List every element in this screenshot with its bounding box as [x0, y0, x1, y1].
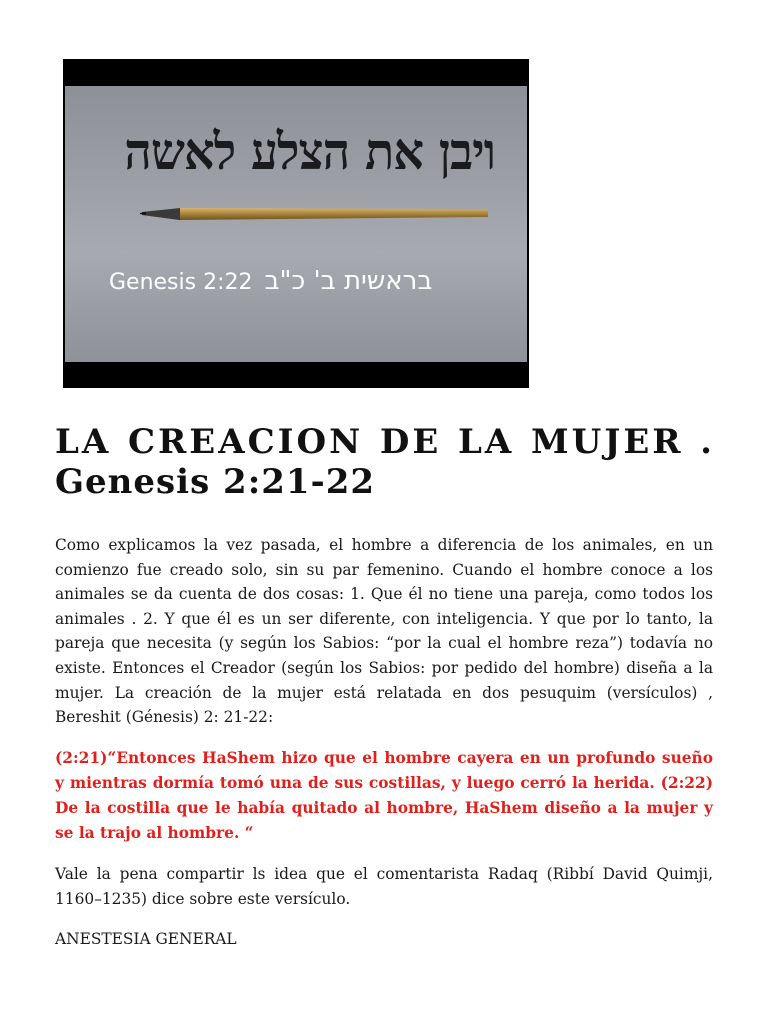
title-line-2: Genesis 2:21-22 [55, 462, 376, 502]
verse-quote: (2:21)“Entonces HaShem hizo que el hombre cayera en un profundo sueño y mientras dormía tomó una de sus costillas, y luego cerró la herida. (2:22) De la costilla que le había quitado al hombre, HaShem diseño a la mujer y se la trajo al hombre. “ [55, 749, 713, 842]
quill-pen-icon [140, 204, 490, 224]
scroll-photo [65, 86, 527, 362]
title-line-1: LA CREACION DE LA MUJER . [55, 422, 715, 462]
section-subheading: ANESTESIA GENERAL [55, 930, 237, 948]
commentary-paragraph: Vale la pena compartir ls idea que el comentarista Radaq (Ribbí David Quimji, 1160–1235) dice sobre este versículo. [55, 865, 713, 908]
intro-paragraph: Como explicamos la vez pasada, el hombre a diferencia de los animales, en un comienzo fue creado solo, sin su par femenino. Cuando el hombre conoce a los animales se da cuenta de dos cosas: 1. Que él no tiene una pareja, como todos los animales . 2. Y que él es un ser diferente, con inteligencia. Y que por lo tanto, la pareja que necesita (y según los Sabios: “por la cual el hombre reza”) todavía no existe. Entonces el Creador (según los Sabios: por pedido del hombre) diseña a la mujer. La creación de la mujer está relatada en dos pesuquim (versículos) , Bereshit (Génesis) 2: 21-22: [55, 536, 713, 727]
caption-latin: Genesis 2:22 [109, 270, 253, 295]
image-caption [109, 266, 489, 296]
article-title [55, 422, 715, 502]
featured-image [63, 59, 529, 388]
caption-hebrew: בראשית ב' כ"ב [264, 266, 433, 296]
hebrew-calligraphy: ויבן את הצלע לאשה [124, 122, 495, 182]
